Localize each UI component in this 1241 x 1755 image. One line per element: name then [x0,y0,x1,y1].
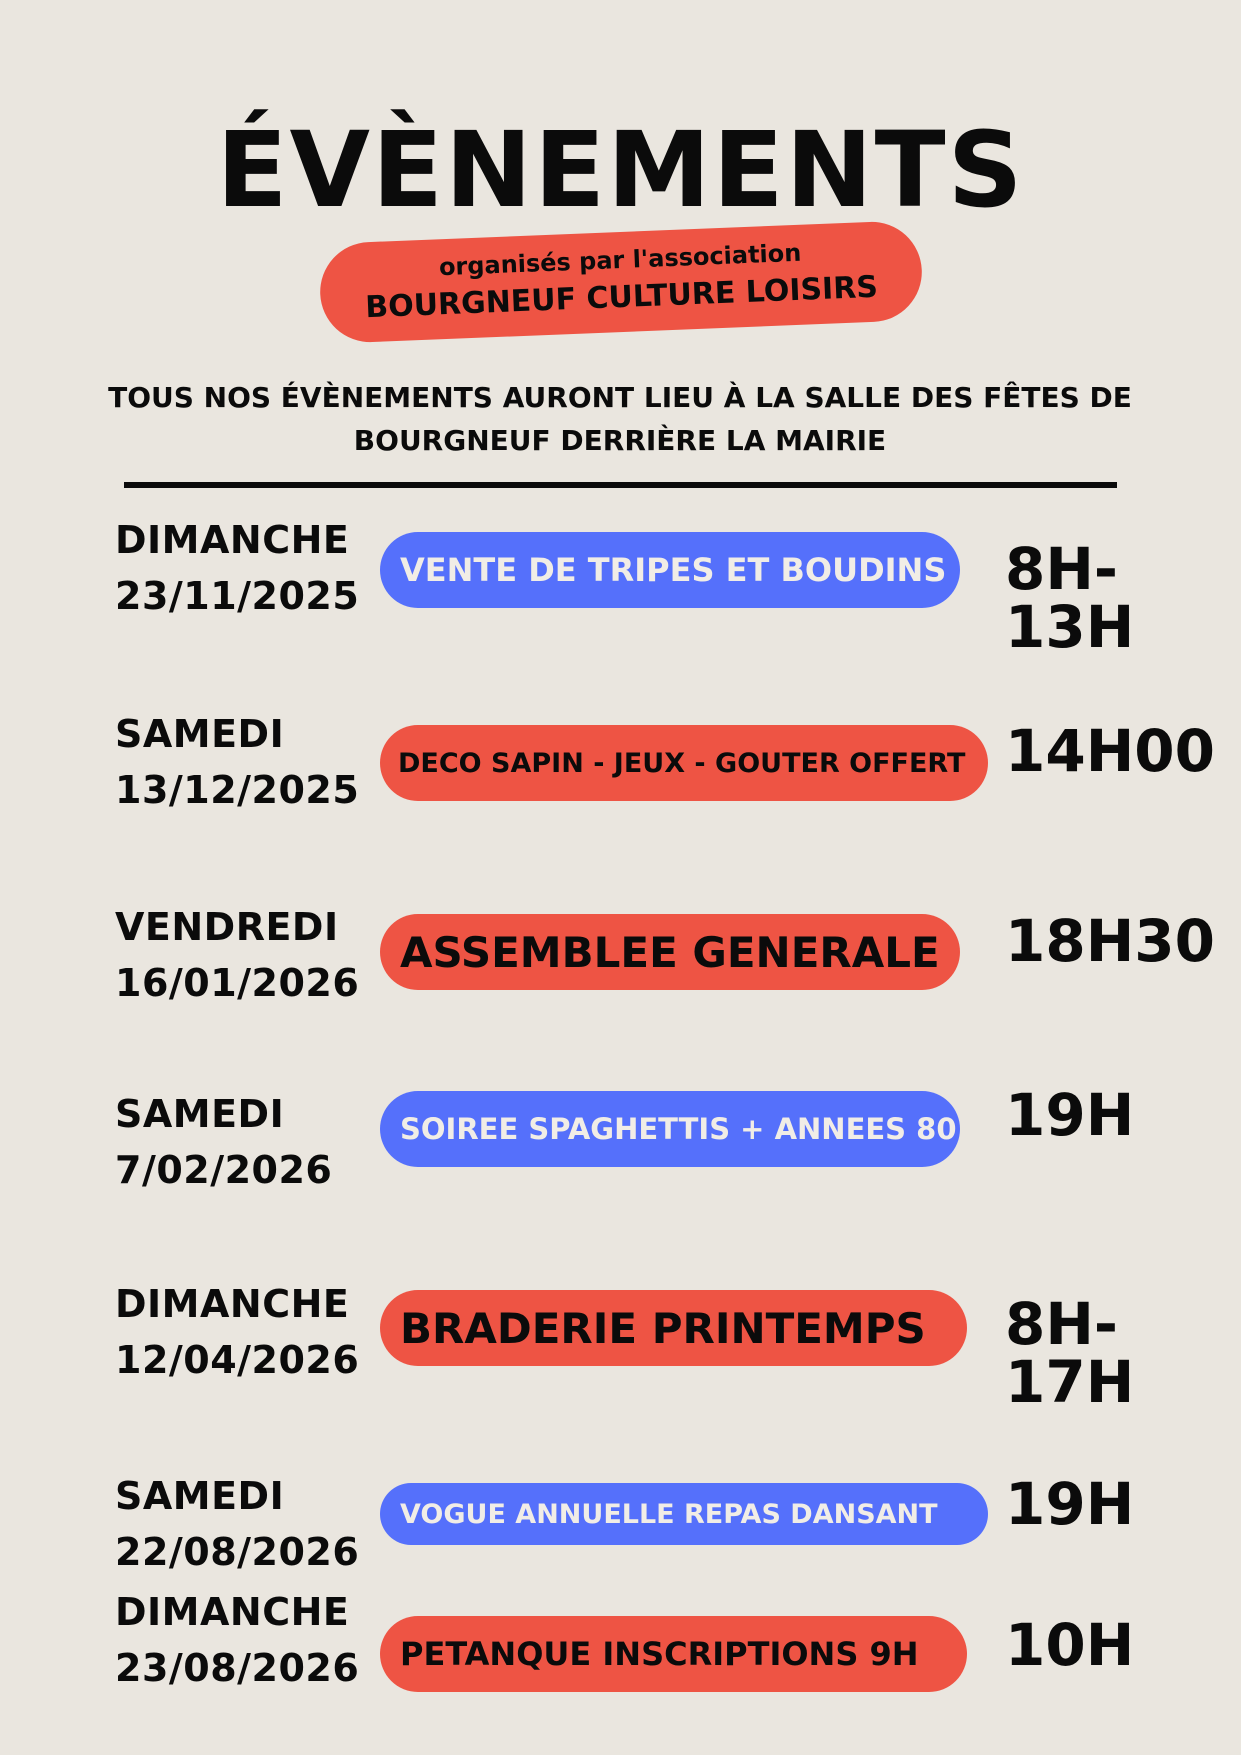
event-time: 19H [1005,1081,1135,1149]
event-day: SAMEDI [115,1474,285,1518]
event-date-value: 23/11/2025 [115,574,360,618]
banner-subtitle: organisés par l'association [438,238,802,282]
event-day: DIMANCHE [115,1282,350,1326]
event-time: 10H [1005,1611,1135,1679]
event-date [115,1468,359,1580]
event-title-pill: DECO SAPIN - JEUX - GOUTER OFFERT [380,725,988,801]
event-date-value: 12/04/2026 [115,1338,360,1382]
venue-notice [100,376,1140,462]
event-date [115,1086,332,1198]
event-title-pill: BRADERIE PRINTEMPS [380,1290,967,1366]
event-time: 8H-17H [1005,1290,1135,1416]
event-date-value: 7/02/2026 [115,1148,333,1192]
event-date [115,1584,359,1696]
event-title-pill: PETANQUE INSCRIPTIONS 9H [380,1616,967,1692]
venue-notice-line1: TOUS NOS ÉVÈNEMENTS AURONT LIEU À LA SALLE DES FÊTES DE [108,381,1132,414]
event-day: VENDREDI [115,905,339,949]
event-date [115,899,359,1011]
event-date [115,512,359,624]
page-title: ÉVÈNEMENTS [216,109,1025,231]
event-date-value: 23/08/2026 [115,1646,360,1690]
event-day: DIMANCHE [115,1590,350,1634]
event-title-pill: VENTE DE TRIPES ET BOUDINS [380,532,960,608]
event-date-value: 22/08/2026 [115,1530,360,1574]
event-title-pill: ASSEMBLEE GENERALE [380,914,960,990]
event-time: 18H30 [1005,907,1215,975]
event-date-value: 16/01/2026 [115,961,360,1005]
divider [124,482,1117,488]
venue-notice-line2: BOURGNEUF DERRIÈRE LA MAIRIE [353,424,887,457]
event-title-pill: VOGUE ANNUELLE REPAS DANSANT [380,1483,988,1545]
event-day: SAMEDI [115,712,285,756]
association-name: BOURGNEUF CULTURE LOISIRS [364,269,879,326]
event-title-pill: SOIREE SPAGHETTIS + ANNEES 80 [380,1091,960,1167]
event-time: 8H-13H [1005,535,1135,661]
event-date-value: 13/12/2025 [115,768,360,812]
event-date [115,1276,359,1388]
event-time: 19H [1005,1470,1135,1538]
event-date [115,706,359,818]
event-day: DIMANCHE [115,518,350,562]
association-banner [318,220,924,344]
event-time: 14H00 [1005,717,1215,785]
event-day: SAMEDI [115,1092,285,1136]
